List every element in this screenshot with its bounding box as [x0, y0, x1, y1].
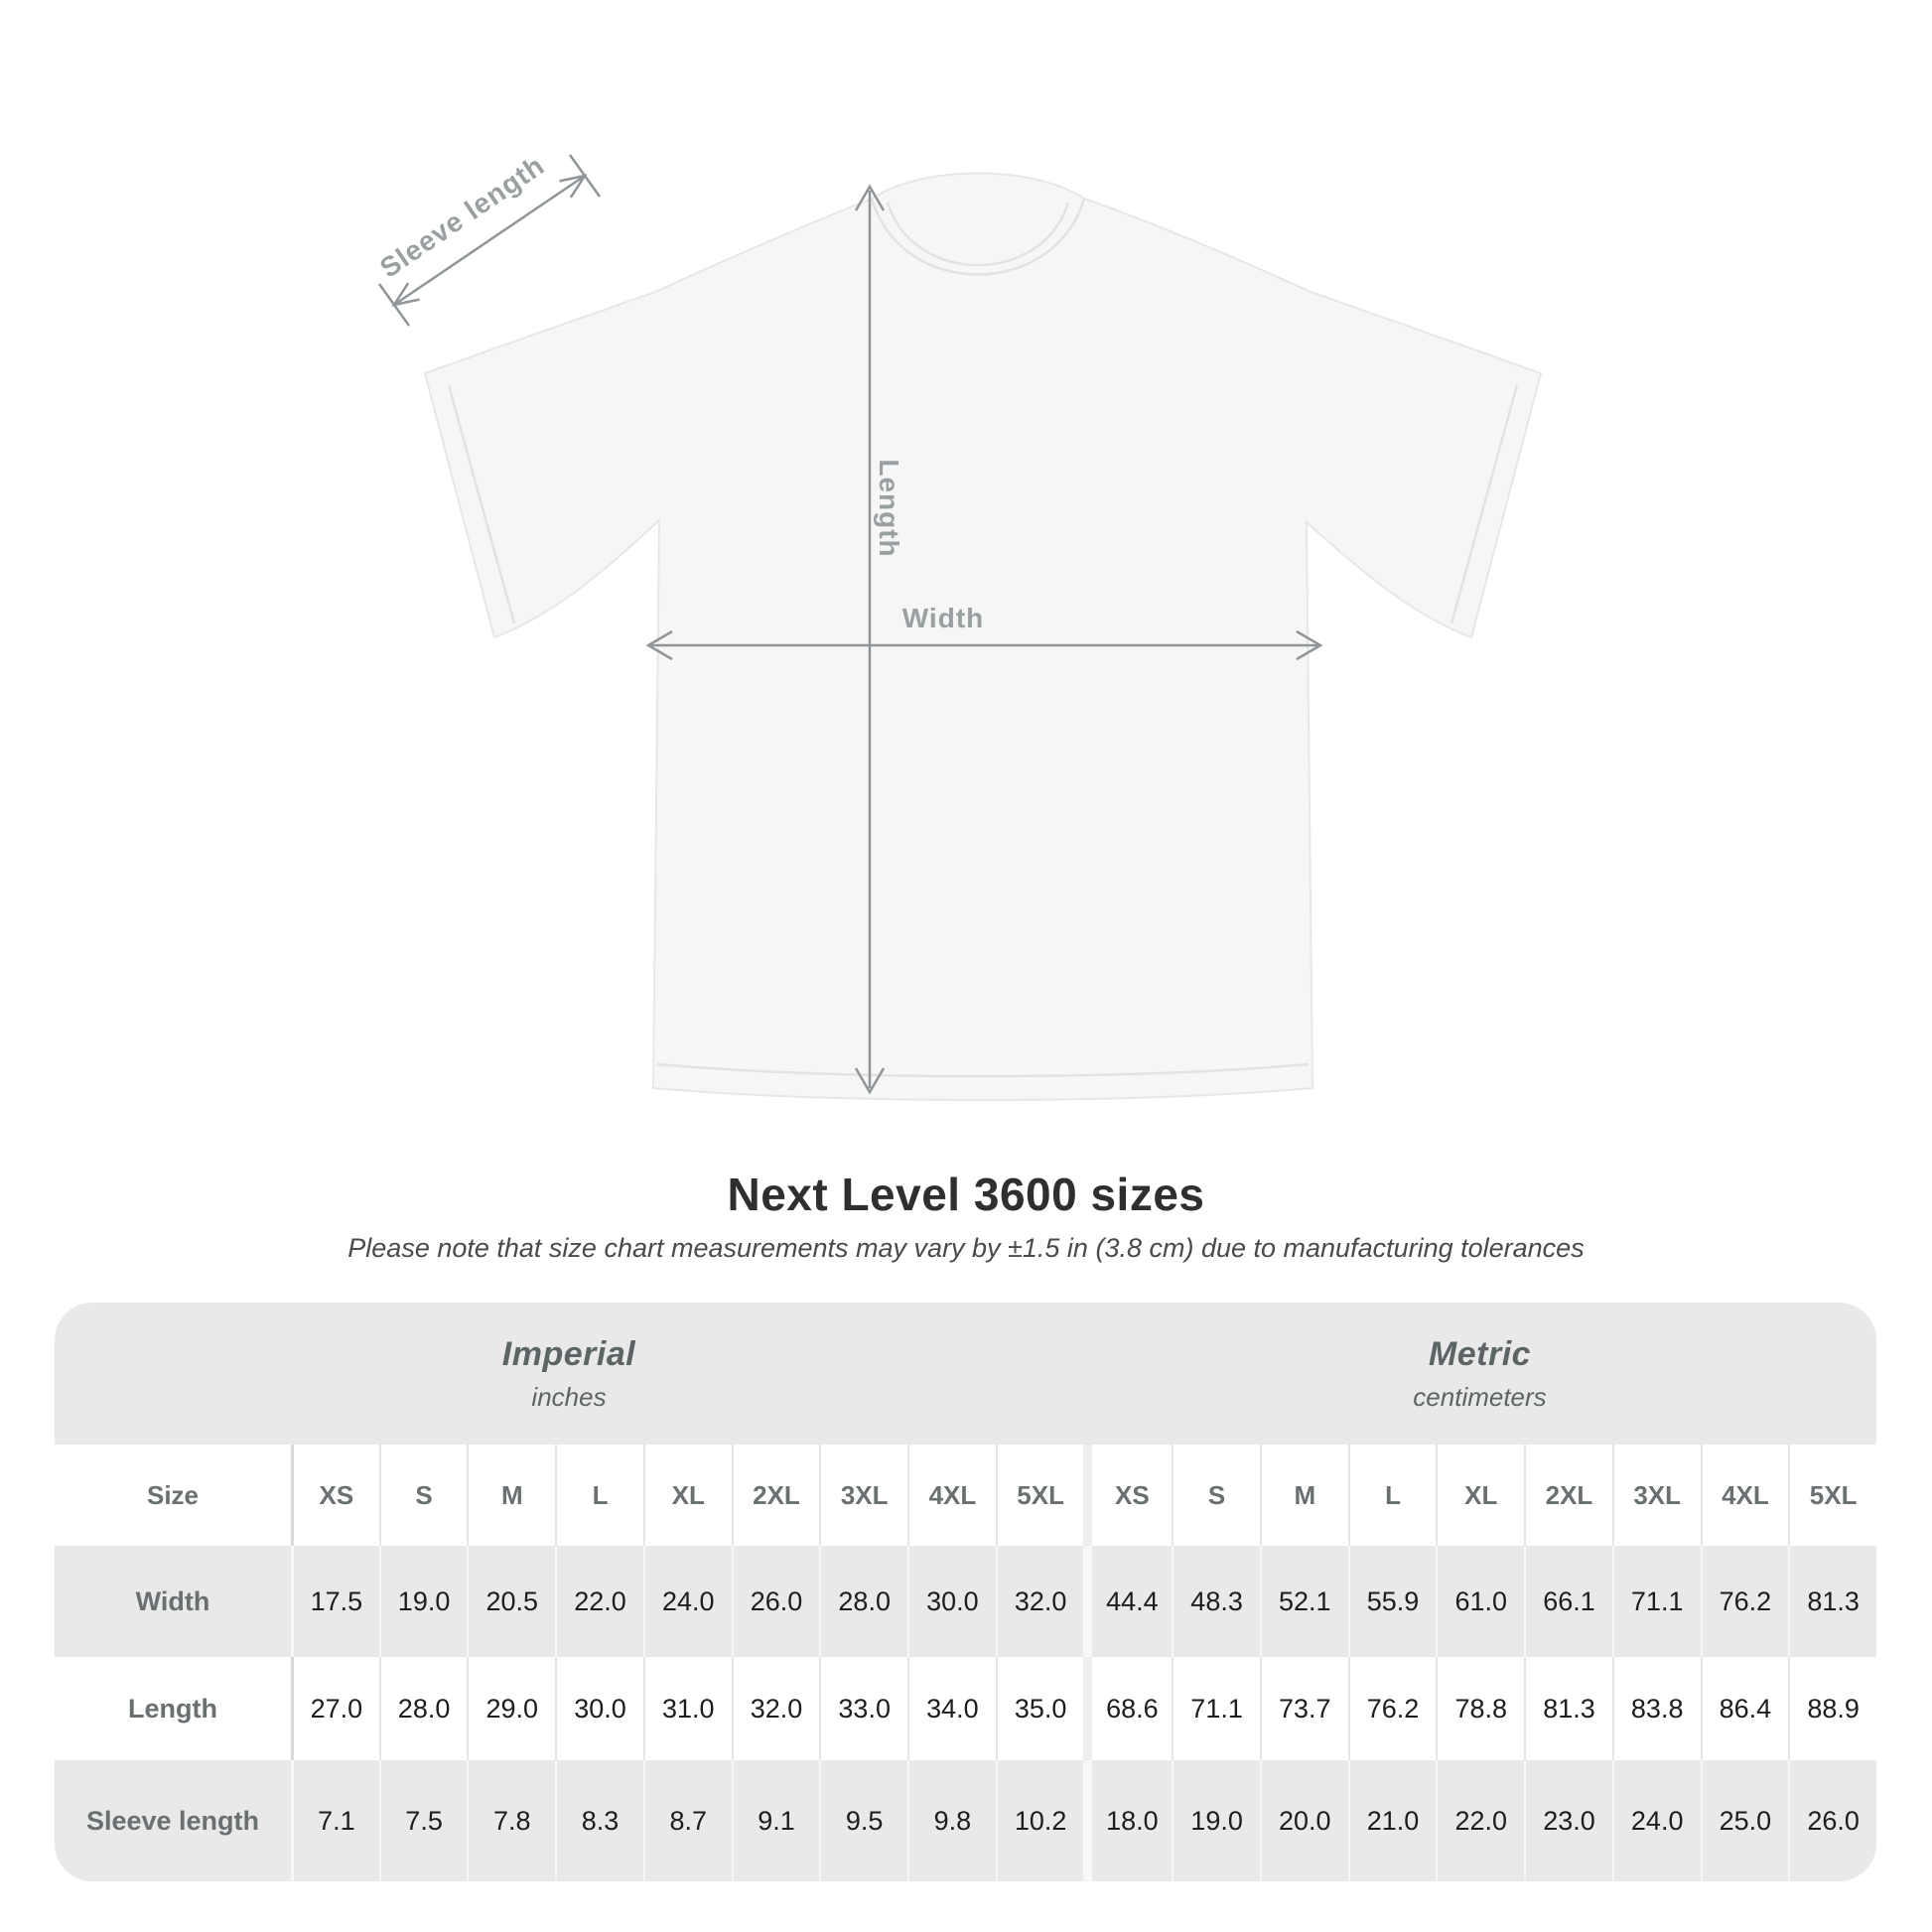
table-cell: 78.8 [1436, 1657, 1524, 1760]
table-cell: 52.1 [1260, 1546, 1348, 1657]
size-header-row [55, 1445, 1876, 1546]
unit-header-row [55, 1303, 1876, 1445]
table-cell: 20.0 [1260, 1760, 1348, 1881]
table-cell: 31.0 [643, 1657, 732, 1760]
size-col-header: M [467, 1445, 555, 1546]
table-cell: 22.0 [555, 1546, 643, 1657]
table-cell: 9.1 [732, 1760, 820, 1881]
table-cell: 27.0 [291, 1657, 379, 1760]
table-cell: 86.4 [1701, 1657, 1789, 1760]
table-cell: 22.0 [1436, 1760, 1524, 1881]
table-cell: 88.9 [1788, 1657, 1876, 1760]
size-col-header: 2XL [732, 1445, 820, 1546]
page-title: Next Level 3600 sizes [727, 1169, 1205, 1220]
size-col-header: 3XL [819, 1445, 907, 1546]
table-cell: 30.0 [907, 1546, 996, 1657]
table-cell: 7.1 [291, 1760, 379, 1881]
unit-header-imperial [55, 1303, 1083, 1445]
table-cell: 8.7 [643, 1760, 732, 1881]
length-row [55, 1657, 1876, 1760]
table-cell: 35.0 [996, 1657, 1084, 1760]
metric-subtitle: centimeters [1413, 1381, 1547, 1412]
unit-header-metric [1083, 1303, 1876, 1445]
sleeve-length-arrow [374, 150, 600, 326]
table-cell: 24.0 [643, 1546, 732, 1657]
metric-title: Metric [1428, 1334, 1532, 1373]
table-cell: 81.3 [1788, 1546, 1876, 1657]
imperial-subtitle: inches [531, 1381, 607, 1412]
table-cell: 20.5 [467, 1546, 555, 1657]
table-cell: 71.1 [1172, 1657, 1260, 1760]
table-cell: 83.8 [1612, 1657, 1701, 1760]
size-col-header: L [555, 1445, 643, 1546]
imperial-title: Imperial [501, 1334, 636, 1373]
size-col-header: S [1172, 1445, 1260, 1546]
table-cell: 28.0 [819, 1546, 907, 1657]
table-cell: 61.0 [1436, 1546, 1524, 1657]
size-header-cell: Size [146, 1479, 200, 1510]
sleeve-length-label: Sleeve length [374, 149, 551, 284]
table-cell: 7.8 [467, 1760, 555, 1881]
size-col-header: XL [643, 1445, 732, 1546]
size-col-header: S [379, 1445, 468, 1546]
row-label: Sleeve length [85, 1805, 260, 1836]
table-cell: 29.0 [467, 1657, 555, 1760]
table-cell: 19.0 [379, 1546, 468, 1657]
table-cell: 8.3 [555, 1760, 643, 1881]
table-cell: 81.3 [1524, 1657, 1612, 1760]
size-col-header: 5XL [1788, 1445, 1876, 1546]
table-cell: 33.0 [819, 1657, 907, 1760]
table-cell: 32.0 [732, 1657, 820, 1760]
size-col-header: XL [1436, 1445, 1524, 1546]
table-cell: 68.6 [1083, 1657, 1172, 1760]
table-cell: 26.0 [732, 1546, 820, 1657]
size-col-header: XS [1083, 1445, 1172, 1546]
sleeve-length-row [55, 1760, 1876, 1881]
table-cell: 34.0 [907, 1657, 996, 1760]
table-cell: 30.0 [555, 1657, 643, 1760]
size-col-header: 4XL [907, 1445, 996, 1546]
table-cell: 23.0 [1524, 1760, 1612, 1881]
width-row [55, 1546, 1876, 1657]
table-cell: 76.2 [1348, 1657, 1437, 1760]
table-cell: 9.5 [819, 1760, 907, 1881]
size-col-header: 2XL [1524, 1445, 1612, 1546]
table-cell: 71.1 [1612, 1546, 1701, 1657]
table-cell: 66.1 [1524, 1546, 1612, 1657]
table-cell: 55.9 [1348, 1546, 1437, 1657]
width-label: Width [901, 603, 985, 633]
table-cell: 7.5 [379, 1760, 468, 1881]
table-cell: 26.0 [1788, 1760, 1876, 1881]
table-cell: 10.2 [996, 1760, 1084, 1881]
row-label: Length [128, 1693, 217, 1724]
tshirt-graphic [425, 174, 1541, 1101]
table-cell: 17.5 [291, 1546, 379, 1657]
table-cell: 18.0 [1083, 1760, 1172, 1881]
row-label: Width [135, 1586, 210, 1616]
table-cell: 76.2 [1701, 1546, 1789, 1657]
tolerance-note: Please note that size chart measurements may vary by ±1.5 in (3.8 cm) due to manufacturing tolerances [347, 1233, 1585, 1263]
table-cell: 9.8 [907, 1760, 996, 1881]
size-col-header: M [1260, 1445, 1348, 1546]
size-col-header: 3XL [1612, 1445, 1701, 1546]
size-col-header: 5XL [996, 1445, 1084, 1546]
table-cell: 32.0 [996, 1546, 1084, 1657]
table-cell: 21.0 [1348, 1760, 1437, 1881]
size-col-header: XS [291, 1445, 379, 1546]
length-label: Length [874, 459, 904, 558]
table-cell: 24.0 [1612, 1760, 1701, 1881]
table-cell: 44.4 [1083, 1546, 1172, 1657]
table-cell: 28.0 [379, 1657, 468, 1760]
size-col-header: 4XL [1701, 1445, 1789, 1546]
table-cell: 73.7 [1260, 1657, 1348, 1760]
table-cell: 48.3 [1172, 1546, 1260, 1657]
table-cell: 25.0 [1701, 1760, 1789, 1881]
table-cell: 19.0 [1172, 1760, 1260, 1881]
size-col-header: L [1348, 1445, 1437, 1546]
size-table [55, 1303, 1876, 1881]
